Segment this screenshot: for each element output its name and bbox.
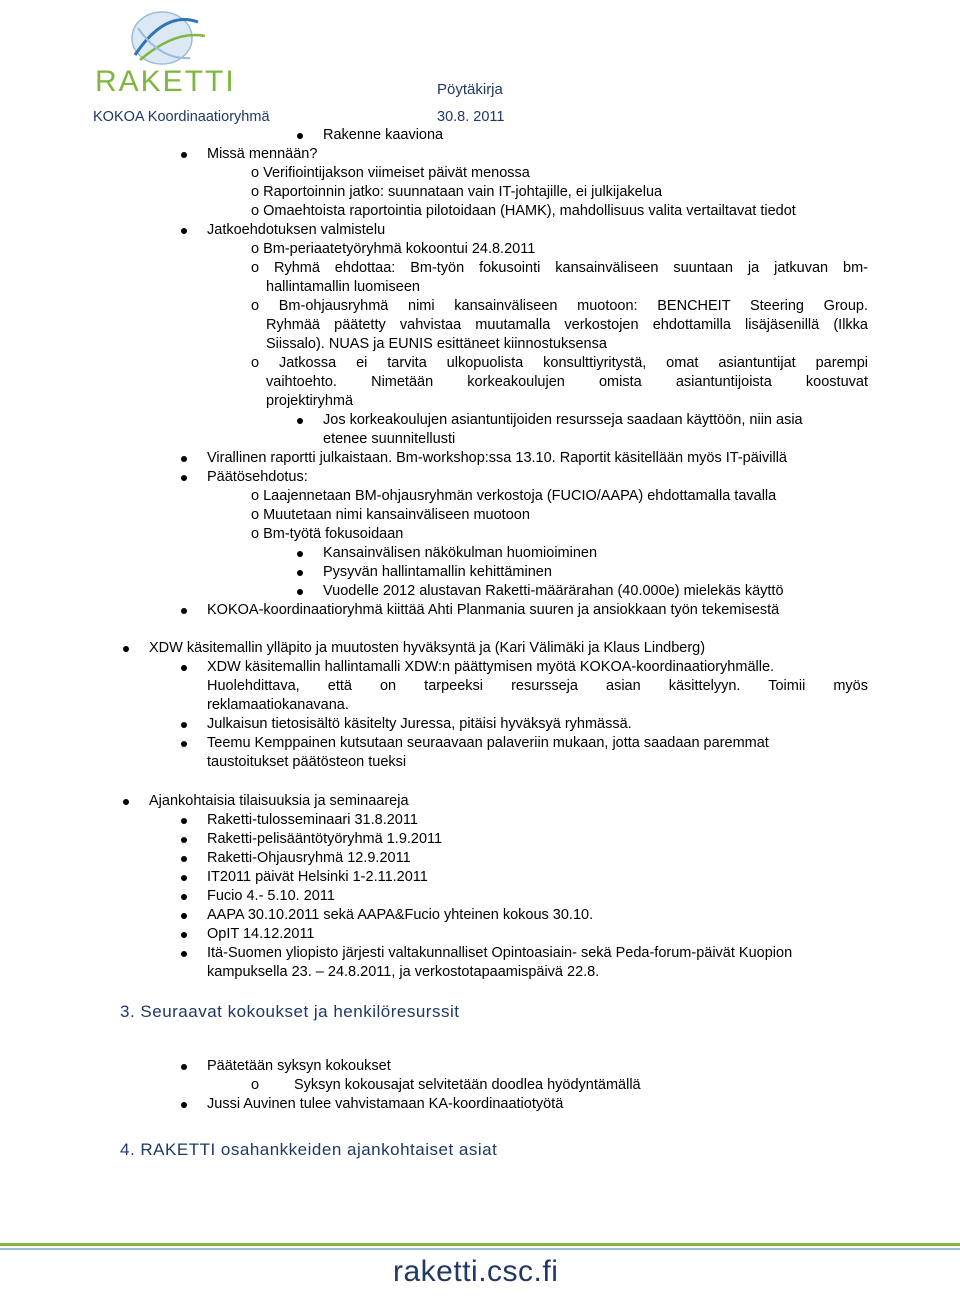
list-item: XDW käsitemallin hallintamalli XDW:n päättymisen myötä KOKOA-koordinaatioryhmälle. — [207, 659, 775, 675]
list-item: KOKOA-koordinaatioryhmä kiittää Ahti Planmania suuren ja ansiokkaan työn tekemisestä — [207, 602, 780, 618]
list-item: Raketti-pelisääntötyöryhmä 1.9.2011 — [207, 831, 443, 847]
list-item: Virallinen raportti julkaistaan. Bm-workshop:ssa 13.10. Raportit käsitellään myös IT-päivillä — [207, 450, 787, 466]
list-item: reklamaatiokanavana. — [207, 697, 349, 713]
list-item: o Bm-työtä fokusoidaan — [251, 526, 404, 542]
list-item: o Bm-ohjausryhmä nimi kansainväliseen muotoon: BENCHEIT Steering Group. — [251, 298, 868, 314]
list-item: Ryhmää päätetty vahvistaa muutamalla verkostojen ehdottamilla lisäjäsenillä (Ilkka — [266, 317, 868, 333]
document-type: Pöytäkirja — [437, 81, 503, 98]
list-item: Päätösehdotus: — [207, 469, 308, 485]
list-item: Syksyn kokousajat selvitetään doodlea hyödyntämällä — [294, 1077, 641, 1093]
list-item: o Jatkossa ei tarvita ulkopuolista konsulttiyritystä, omat asiantuntijat parempi — [251, 355, 868, 371]
document-date: 30.8. 2011 — [437, 109, 505, 125]
list-item: o Omaehtoista raportointia pilotoidaan (HAMK), mahdollisuus valita vertailtavat tiedot — [251, 203, 796, 219]
list-item: o Ryhmä ehdottaa: Bm-työn fokusointi kansainväliseen suuntaan ja jatkuvan bm- — [251, 260, 868, 276]
group-name: KOKOA Koordinaatioryhmä — [93, 109, 270, 125]
list-item: o Muutetaan nimi kansainväliseen muotoon — [251, 507, 530, 523]
section-heading-3: 3. Seuraavat kokoukset ja henkilöresurssit — [120, 1002, 460, 1021]
list-item: taustoitukset päätösteon tueksi — [207, 754, 407, 770]
list-item: Huolehdittava, että on tarpeeksi resursseja asian käsittelyyn. Toimii myös — [207, 678, 868, 694]
list-item: hallintamallin luomiseen — [266, 279, 420, 295]
list-item: o Verifiointijakson viimeiset päivät menossa — [251, 165, 530, 181]
list-item: Jussi Auvinen tulee vahvistamaan KA-koordinaatiotyötä — [207, 1096, 564, 1112]
list-item: o Bm-periaatetyöryhmä kokoontui 24.8.2011 — [251, 241, 536, 257]
section-heading-4: 4. RAKETTI osahankkeiden ajankohtaiset asiat — [120, 1140, 498, 1159]
list-item: XDW käsitemallin ylläpito ja muutosten hyväksyntä ja (Kari Välimäki ja Klaus Lindberg) — [149, 640, 706, 656]
list-item: Rakenne kaaviona — [323, 127, 444, 143]
list-item: vaihtoehto. Nimetään korkeakoulujen omista asiantuntijoista koostuvat — [266, 374, 868, 390]
list-item: AAPA 30.10.2011 sekä AAPA&Fucio yhteinen kokous 30.10. — [207, 907, 594, 923]
list-item: Julkaisun tietosisältö käsitelty Juressa, pitäisi hyväksyä ryhmässä. — [207, 716, 632, 732]
list-item: Raketti-Ohjausryhmä 12.9.2011 — [207, 850, 411, 866]
list-item: o Raportoinnin jatko: suunnataan vain IT-johtajille, ei julkijakelua — [251, 184, 663, 200]
list-item: Päätetään syksyn kokoukset — [207, 1058, 391, 1074]
footer-divider-blue — [0, 1248, 960, 1250]
list-item: Vuodelle 2012 alustavan Raketti-määrärahan (40.000e) mielekäs käyttö — [323, 583, 784, 599]
list-item: kampuksella 23. – 24.8.2011, ja verkostotapaamispäivä 22.8. — [207, 964, 600, 980]
list-item: Jatkoehdotuksen valmistelu — [207, 222, 386, 238]
list-item: Itä-Suomen yliopisto järjesti valtakunnalliset Opintoasiain- sekä Peda-forum-päivät Kuopion — [207, 945, 793, 961]
list-item: Fucio 4.- 5.10. 2011 — [207, 888, 335, 904]
list-item: o Laajennetaan BM-ohjausryhmän verkostoja (FUCIO/AAPA) ehdottamalla tavalla — [251, 488, 777, 504]
list-item: Pysyvän hallintamallin kehittäminen — [323, 564, 552, 580]
footer-url: raketti.csc.fi — [393, 1255, 559, 1288]
list-item: Siissalo). NUAS ja EUNIS esittäneet kiinnostuksensa — [266, 336, 607, 352]
list-item: Kansainvälisen näkökulman huomioiminen — [323, 545, 598, 561]
list-item: projektiryhmä — [266, 393, 354, 409]
list-item: OpIT 14.12.2011 — [207, 926, 315, 942]
list-item: Ajankohtaisia tilaisuuksia ja seminaareja — [149, 793, 409, 809]
list-item: Teemu Kemppainen kutsutaan seuraavaan palaveriin mukaan, jotta saadaan paremmat — [207, 735, 769, 751]
list-item: Jos korkeakoulujen asiantuntijoiden resursseja saadaan käyttöön, niin asia — [323, 412, 803, 428]
list-item: etenee suunnitellusti — [323, 431, 456, 447]
footer-divider-green — [0, 1243, 960, 1246]
list-item: Missä mennään? — [207, 146, 318, 162]
list-marker: o — [251, 1077, 260, 1093]
logo-text: RAKETTI — [95, 65, 236, 98]
list-item: IT2011 päivät Helsinki 1-2.11.2011 — [207, 869, 428, 885]
list-item: Raketti-tulosseminaari 31.8.2011 — [207, 812, 418, 828]
